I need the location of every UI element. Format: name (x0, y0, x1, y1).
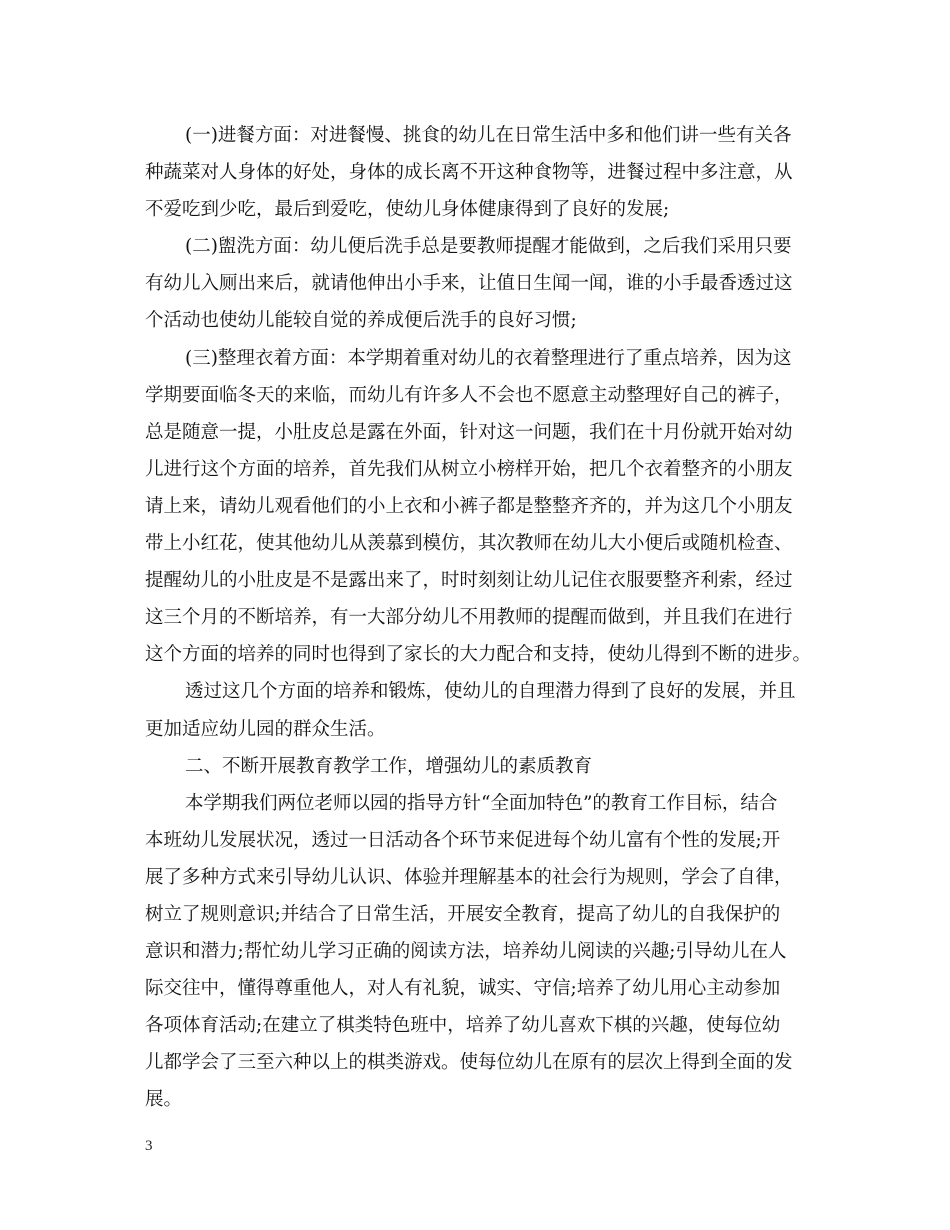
text-line: 本班幼儿发展状况，透过一日活动各个环节来促进每个幼儿富有个性的发展;开 (145, 829, 781, 851)
text-line: (一)进餐方面：对进餐慢、挑食的幼儿在日常生活中多和他们讲一些有关各 (185, 125, 792, 146)
text-line: 总是随意一提，小肚皮总是露在外面，针对这一问题，我们在十月份就开始对幼 (145, 421, 793, 443)
text-line: (三)整理衣着方面：本学期着重对幼儿的衣着整理进行了重点培养，因为这 (185, 347, 792, 369)
text-line: 更加适应幼儿园的群众生活。 (145, 718, 386, 740)
text-line: 儿进行这个方面的培养，首先我们从树立小榜样开始，把几个衣着整齐的小朋友 (145, 458, 793, 480)
text-line: 这个方面的培养的同时也得到了家长的大力配合和支持，使幼儿得到不断的进步。 (145, 644, 812, 666)
text-line: 展。 (145, 1089, 183, 1111)
text-line: 请上来，请幼儿观看他们的小上衣和小裤子都是整整齐齐的，并为这几个小朋友 (145, 495, 793, 517)
text-line: 学期要面临冬天的来临，而幼儿有许多人不会也不愿意主动整理好自己的裤子， (145, 384, 793, 406)
text-line: 际交往中，懂得尊重他人，对人有礼貌，诚实、守信;培养了幼儿用心主动参加 (145, 978, 781, 1000)
text-line: 展了多种方式来引导幼儿认识、体验并理解基本的社会行为规则，学会了自律， (145, 866, 793, 888)
text-line: 有幼儿入厕出来后，就请他伸出小手来，让值日生闻一闻，谁的小手最香透过这 (145, 273, 793, 295)
text-line: 带上小红花，使其他幼儿从羡慕到模仿，其次教师在幼儿大小便后或随机检查、 (145, 533, 793, 555)
text-line: 二、不断开展教育教学工作，增强幼儿的素质教育 (185, 755, 593, 777)
text-line: 树立了规则意识;并结合了日常生活，开展安全教育，提高了幼儿的自我保护的 (145, 903, 781, 925)
text-line: 儿都学会了三至六种以上的棋类游戏。使每位幼儿在原有的层次上得到全面的发 (145, 1052, 793, 1074)
text-line: 本学期我们两位老师以园的指导方针“全面加特色”的教育工作目标，结合 (185, 792, 778, 814)
text-line: 透过这几个方面的培养和锻炼，使幼儿的自理潜力得到了良好的发展，并且 (185, 681, 796, 703)
page-number: 3 (145, 1138, 153, 1154)
text-line: 种蔬菜对人身体的好处，身体的成长离不开这种食物等，进餐过程中多注意，从 (145, 162, 793, 184)
text-line: (二)盥洗方面：幼儿便后洗手总是要教师提醒才能做到，之后我们采用只要 (185, 236, 792, 258)
text-line: 个活动也使幼儿能较自觉的养成便后洗手的良好习惯; (145, 310, 577, 332)
text-line: 提醒幼儿的小肚皮是不是露出来了，时时刻刻让幼儿记住衣服要整齐利索，经过 (145, 570, 793, 592)
text-line: 意识和潜力;帮忙幼儿学习正确的阅读方法，培养幼儿阅读的兴趣;引导幼儿在人 (145, 941, 787, 963)
document-body (145, 117, 815, 1119)
text-line: 各项体育活动;在建立了棋类特色班中，培养了幼儿喜欢下棋的兴趣，使每位幼 (145, 1015, 781, 1037)
text-line: 不爱吃到少吃，最后到爱吃，使幼儿身体健康得到了良好的发展; (145, 199, 670, 221)
text-line: 这三个月的不断培养，有一大部分幼儿不用教师的提醒而做到，并且我们在进行 (145, 607, 793, 629)
